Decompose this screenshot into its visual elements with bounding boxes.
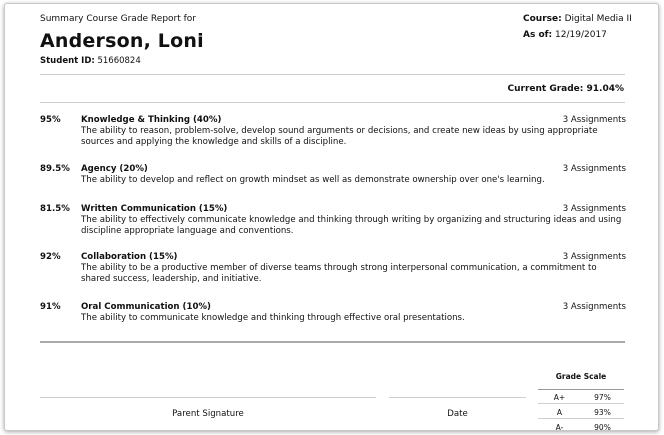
category-percent: 92% bbox=[40, 252, 61, 262]
grade-min: 93% bbox=[594, 408, 611, 417]
grade-letter: A bbox=[556, 408, 563, 417]
student-name: Anderson, Loni bbox=[40, 30, 204, 52]
course-value: Digital Media II bbox=[564, 14, 632, 24]
category-name: Collaboration (15%) bbox=[81, 252, 178, 262]
category-name: Agency (20%) bbox=[81, 164, 148, 174]
section-divider bbox=[40, 341, 625, 343]
as-of-label: As of: bbox=[523, 30, 553, 40]
divider bbox=[40, 74, 625, 75]
category-description: The ability to develop and reflect on growth mindset as well as demonstrate ownership over one's learning. bbox=[81, 175, 545, 185]
current-grade: Current Grade: 91.04% bbox=[507, 84, 624, 94]
student-id-label: Student ID: bbox=[40, 56, 95, 66]
grade-min: 90% bbox=[594, 423, 611, 431]
category-name: Knowledge & Thinking (40%) bbox=[81, 115, 222, 125]
category-description: The ability to be a productive member of diverse teams through strong interpersonal communication, a commitment to shared success, leadership, and initiative. bbox=[81, 263, 597, 284]
category-description: The ability to communicate knowledge and thinking through effective oral presentations. bbox=[81, 313, 465, 323]
parent-signature-label: Parent Signature bbox=[172, 409, 244, 419]
parent-signature-line bbox=[40, 397, 376, 398]
report-page bbox=[4, 3, 659, 431]
student-id-value: 51660824 bbox=[97, 56, 141, 66]
category-assignments: 3 Assignments bbox=[562, 204, 626, 214]
category-assignments: 3 Assignments bbox=[562, 302, 626, 312]
category-name: Oral Communication (10%) bbox=[81, 302, 211, 312]
grade-letter: A+ bbox=[553, 393, 566, 402]
category-description: The ability to effectively communicate knowledge and thinking through writing by organizing and structuring ideas and using discipline appropriate language and conventions. bbox=[81, 215, 622, 236]
category-assignments: 3 Assignments bbox=[562, 164, 626, 174]
as-of-date bbox=[523, 30, 607, 40]
course-info bbox=[523, 14, 632, 24]
grade-scale-row bbox=[538, 420, 624, 431]
category-percent: 95% bbox=[40, 115, 61, 125]
category-percent: 89.5% bbox=[40, 164, 70, 174]
category-assignments: 3 Assignments bbox=[562, 115, 626, 125]
date-line bbox=[389, 397, 526, 398]
category-assignments: 3 Assignments bbox=[562, 252, 626, 262]
grade-scale-title: Grade Scale bbox=[555, 372, 607, 381]
category-description: The ability to reason, problem-solve, develop sound arguments or decisions, and create new ideas by using appropriate sources and applying the knowledge and skills of a discipline. bbox=[81, 126, 598, 147]
grade-scale-row bbox=[538, 405, 624, 419]
student-id bbox=[40, 56, 141, 66]
as-of-value: 12/19/2017 bbox=[555, 30, 607, 40]
course-label: Course: bbox=[523, 14, 562, 24]
date-label: Date bbox=[447, 409, 468, 419]
divider bbox=[40, 102, 625, 103]
category-percent: 91% bbox=[40, 302, 61, 312]
grade-letter: A- bbox=[555, 423, 564, 431]
category-percent: 81.5% bbox=[40, 204, 70, 214]
grade-min: 97% bbox=[594, 393, 611, 402]
report-heading: Summary Course Grade Report for bbox=[40, 14, 197, 24]
category-name: Written Communication (15%) bbox=[81, 204, 228, 214]
grade-scale-row bbox=[538, 390, 624, 404]
